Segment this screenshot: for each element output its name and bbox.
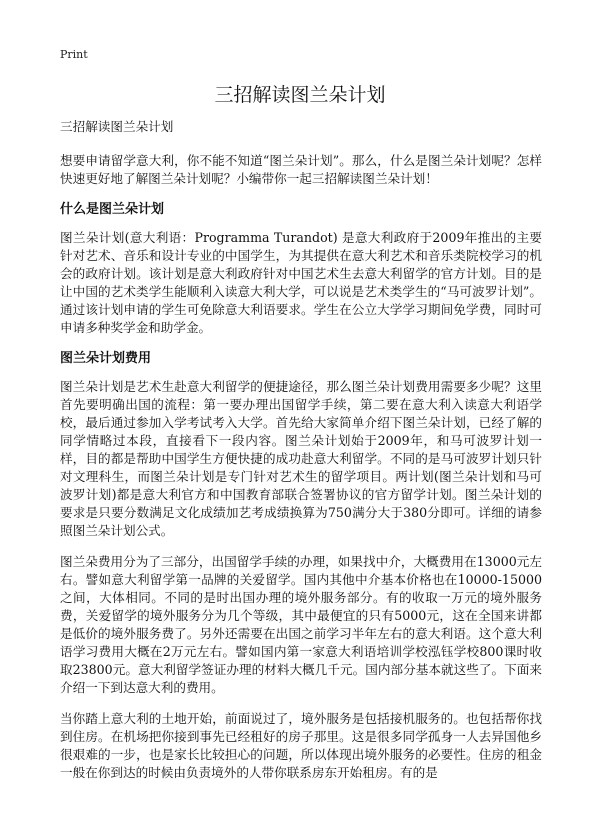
- section-cost-paragraph-1: 图兰朵计划是艺术生赴意大利留学的便捷途径，那么图兰朵计划费用需要多少呢？这里首先要明确出国的流程：第一要办理出国留学手续，第二要在意大利入读意大利语学校，最后通过参加入学考试考入大学。首先给大家简单介绍下图兰朵计划，已经了解的同学情略过本段，直接看下一段内容。图兰朵计划始于2009年，和马可波罗计划一样，目的都是帮助中国学生方便快捷的成功赴意大利留学。不同的是马可波罗计划只针对文理科生，而图兰朵计划是专门针对艺术生的留学项目。两计划(图兰朵计划和马可波罗计划)都是意大利官方和中国教育部联合签署协议的官方留学计划。图兰朵计划的要求是只要分数满足文化成绩加艺考成绩换算为750满分大于380分即可。详细的请参照图兰朵计划公式。: [60, 379, 542, 538]
- article-body: [60, 118, 542, 795]
- print-link[interactable]: Print: [60, 48, 88, 61]
- section-what-is-paragraph: 图兰朵计划(意大利语：Programma Turandot) 是意大利政府于2009年推出的主要针对艺术、音乐和设计专业的中国学生，为其提供在意大利艺术和音乐类院校学习的机会的政府计划。该计划是意大利政府针对中国艺术生去意大利留学的官方计划。目的是让中国的艺术类学生能顺利入读意大利大学，可以说是艺术类学生的“马可波罗计划”。通过该计划申请的学生可免除意大利语要求。学生在公立大学学习期间免学费，同时可申请多种奖学金和助学金。: [60, 230, 542, 335]
- intro-paragraph: 想要申请留学意大利，你不能不知道“图兰朵计划”。那么，什么是图兰朵计划呢？怎样快速更好地了解图兰朵计划呢？小编带你一起三招解读图兰朵计划！: [60, 153, 542, 186]
- section-cost-paragraph-3: 当你踏上意大利的土地开始，前面说过了，境外服务是包括接机服务的。也包括帮你找到住房。在机场把你接到事先已经租好的房子那里。这是很多同学孤身一人去异国他乡很艰难的一步，也是家长比较担心的问题，所以体现出境外服务的必要性。住房的租金一般在你到达的时候由负责境外的人带你联系房东开始租房。有的是: [60, 711, 542, 780]
- section-cost-paragraph-2: 图兰朵费用分为了三部分，出国留学手续的办理，如果找中介，大概费用在13000元左右。譬如意大利留学第一品牌的关爱留学。国内其他中介基本价格也在10000-15000之间，大体相同。不同的是时出国办理的境外服务部分。有的收取一万元的境外服务费，关爱留学的境外服务分为几个等级，其中最便宜的只有5000元，这在全国来讲都是低价的境外服务费了。另外还需要在出国之前学习半年左右的意大利语。这个意大利语学习费用大概在2万元左右。譬如国内第一家意大利语培训学校泓钰学校800课时收取23800元。意大利留学签证办理的材料大概几千元。国内部分基本就这些了。下面来介绍一下到达意大利的费用。: [60, 554, 542, 695]
- page-title: 三招解读图兰朵计划: [214, 84, 386, 106]
- article-subtitle: 三招解读图兰朵计划: [60, 119, 174, 134]
- section-heading-cost: 图兰朵计划费用: [60, 351, 152, 366]
- section-heading-what-is: 什么是图兰朵计划: [60, 202, 165, 217]
